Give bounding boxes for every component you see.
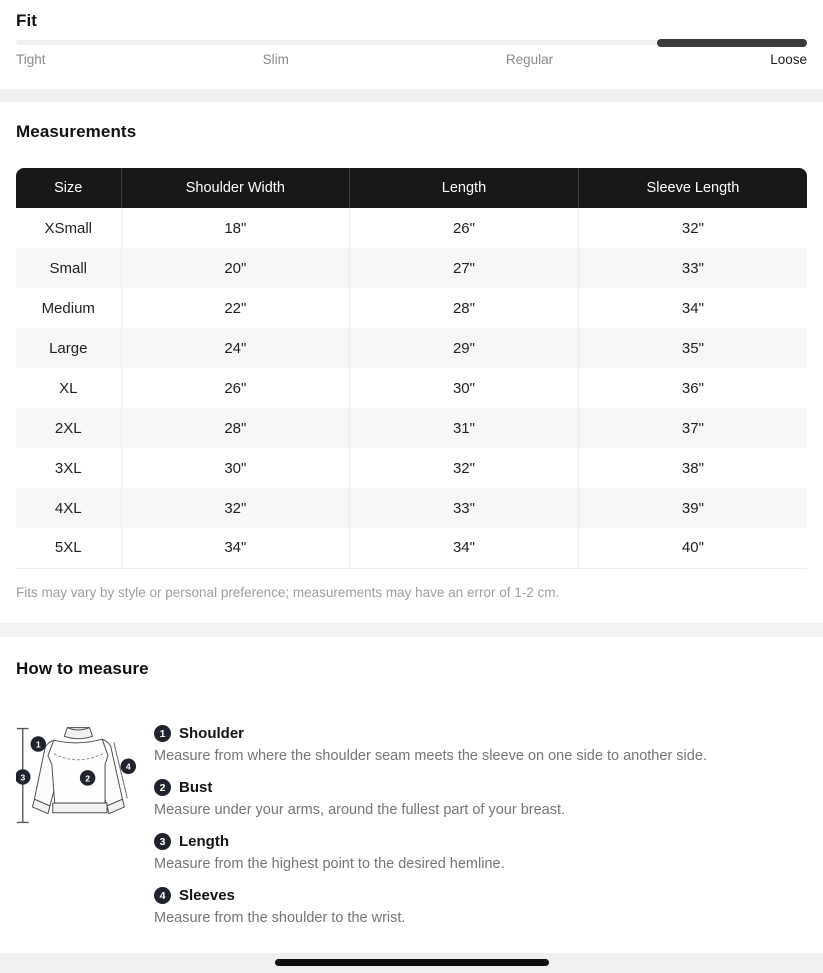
table-header-size: Size [16,168,121,208]
sweater-diagram [16,722,137,829]
table-header-length: Length [350,168,579,208]
size-cell: 4XL [16,488,121,528]
value-cell: 38" [578,448,807,488]
measure-item-description: Measure from the shoulder to the wrist. [154,909,406,926]
size-cell: Medium [16,288,121,328]
table-row [16,328,807,368]
sweater-body [48,739,108,803]
how-to-measure-section [0,637,823,940]
measure-item-title: Sleeves [179,887,235,904]
fit-labels [16,51,807,68]
measure-list-item [154,832,807,874]
value-cell: 32" [578,208,807,248]
value-cell: 32" [350,448,579,488]
measure-item-description: Measure from the highest point to the desired hemline. [154,855,505,872]
value-cell: 40" [578,528,807,568]
measure-item-description: Measure under your arms, around the fullest part of your breast. [154,801,566,818]
measure-item-number-badge: 4 [154,887,171,904]
measure-item-title: Bust [179,779,213,796]
value-cell: 36" [578,368,807,408]
value-cell: 26" [350,208,579,248]
fit-slider-thumb [657,39,807,47]
measure-list-item [154,724,807,766]
size-cell: 5XL [16,528,121,568]
value-cell: 28" [350,288,579,328]
fit-section-title: Fit [16,11,38,30]
value-cell: 32" [121,488,350,528]
sweater-hem [53,803,107,813]
size-cell: Small [16,248,121,288]
table-row [16,368,807,408]
bottom-scrollbar-track[interactable] [0,953,823,973]
fit-slider-track [16,40,807,45]
value-cell: 34" [350,528,579,568]
measure-item-number-badge: 2 [154,779,171,796]
table-row [16,448,807,488]
bottom-scrollbar-thumb[interactable] [275,959,549,966]
value-cell: 30" [350,368,579,408]
fit-label-regular: Regular [505,52,554,67]
value-cell: 34" [578,288,807,328]
fit-section [0,0,823,68]
size-cell: XL [16,368,121,408]
svg-text:4: 4 [125,761,131,772]
value-cell: 30" [121,448,350,488]
size-cell: 2XL [16,408,121,448]
fit-label-loose: Loose [770,52,807,67]
value-cell: 39" [578,488,807,528]
measure-item-number-badge: 3 [154,833,171,850]
value-cell: 29" [350,328,579,368]
measurements-footnote: Fits may vary by style or personal preference; measurements may have an error of 1-2 cm. [16,584,560,600]
table-row [16,248,807,288]
table-row [16,288,807,328]
section-divider [0,623,823,637]
measure-item-number-badge: 1 [154,725,171,742]
measure-list-item [154,778,807,820]
svg-text:3: 3 [20,771,26,782]
measure-list-item [154,886,807,928]
value-cell: 34" [121,528,350,568]
table-row [16,208,807,248]
diagram-marker-1 [31,736,46,751]
value-cell: 33" [350,488,579,528]
value-cell: 35" [578,328,807,368]
measurements-section [0,102,823,601]
value-cell: 24" [121,328,350,368]
diagram-marker-4 [121,758,136,773]
size-cell: 3XL [16,448,121,488]
svg-text:2: 2 [85,772,91,783]
size-cell: XSmall [16,208,121,248]
svg-text:1: 1 [35,738,41,749]
measure-item-description: Measure from where the shoulder seam meets the sleeve on one side to another side. [154,747,707,764]
value-cell: 31" [350,408,579,448]
measure-list [154,722,807,940]
size-table [16,168,807,569]
fit-label-slim: Slim [262,52,289,67]
fit-label-tight: Tight [16,52,46,67]
table-row [16,488,807,528]
section-divider [0,89,823,102]
how-to-measure-title: How to measure [16,658,149,678]
diagram-marker-2 [80,770,95,785]
value-cell: 37" [578,408,807,448]
value-cell: 22" [121,288,350,328]
table-row [16,408,807,448]
value-cell: 28" [121,408,350,448]
measure-item-title: Shoulder [179,725,245,742]
sweater-collar [64,727,92,738]
table-header-shoulder-width: Shoulder Width [121,168,350,208]
measure-item-title: Length [179,833,229,850]
table-header-sleeve-length: Sleeve Length [578,168,807,208]
diagram-marker-3 [16,769,31,784]
value-cell: 20" [121,248,350,288]
value-cell: 18" [121,208,350,248]
table-row [16,528,807,568]
value-cell: 33" [578,248,807,288]
size-cell: Large [16,328,121,368]
value-cell: 27" [350,248,579,288]
value-cell: 26" [121,368,350,408]
table-header-row [16,168,807,208]
measurements-title: Measurements [16,122,137,141]
